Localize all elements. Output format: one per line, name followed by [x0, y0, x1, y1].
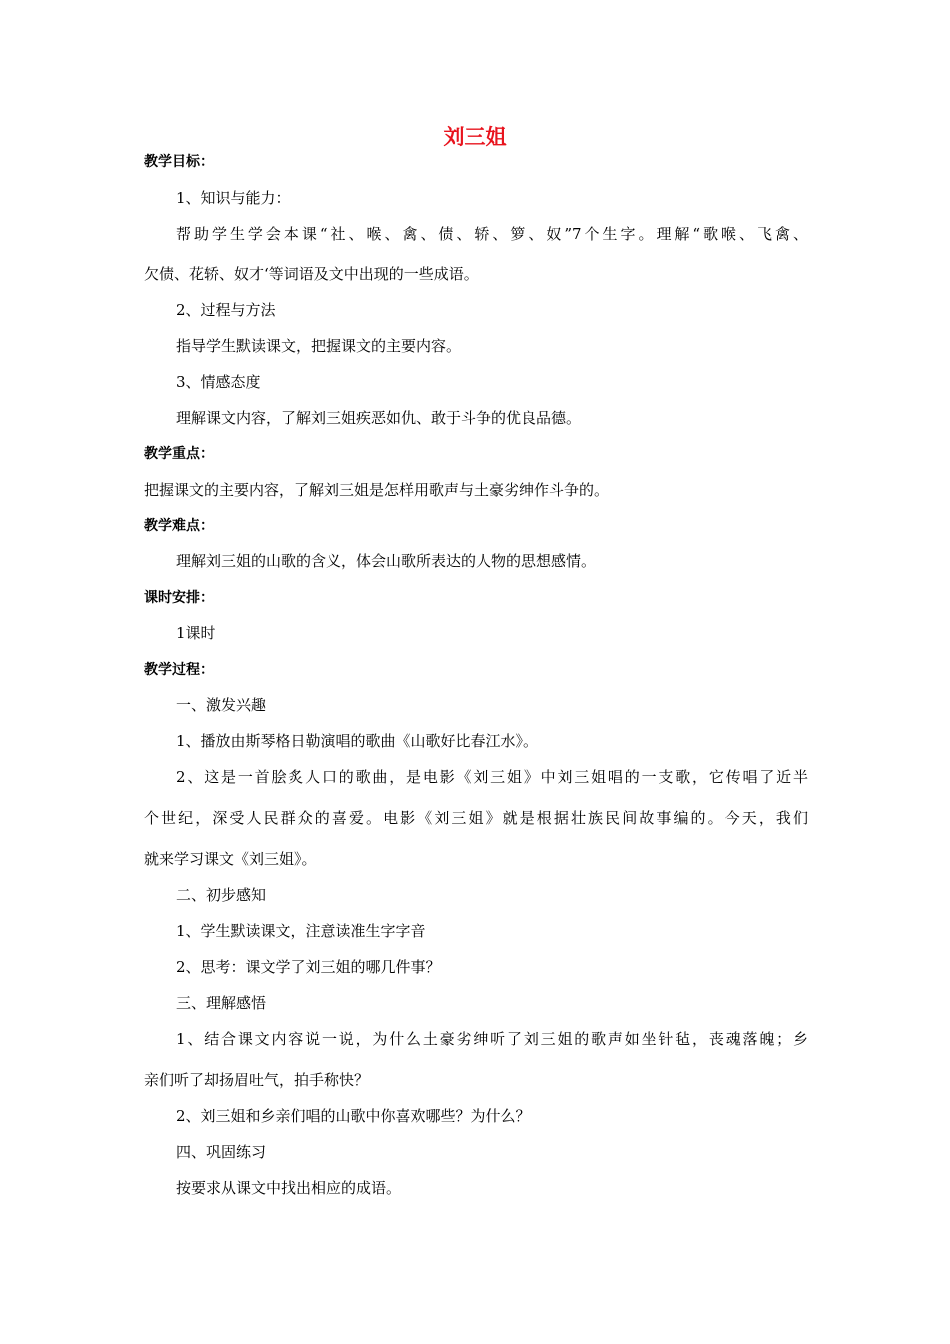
heading-key-points: 教学重点： — [144, 446, 214, 462]
heading-schedule: 课时安排： — [144, 590, 214, 606]
process-section-3-title: 三、理解感悟 — [176, 994, 267, 1012]
process-1-item-2-line-1: 2、这是一首脍炙人口的歌曲，是电影《刘三姐》中刘三姐唱的一支歌，它传唱了近半 — [176, 768, 808, 786]
heading-difficult-points: 教学难点： — [144, 518, 214, 534]
goal-2-text: 指导学生默读课文，把握课文的主要内容。 — [176, 337, 462, 355]
document-title: 刘三姐 — [443, 125, 507, 149]
process-1-item-1: 1、播放由斯琴格日勒演唱的歌曲《山歌好比春江水》。 — [176, 732, 539, 750]
goal-1-text-line-2: 欠债、花轿、奴才‘等词语及文中出现的一些成语。 — [144, 265, 479, 283]
goal-2-title: 2、过程与方法 — [176, 301, 276, 319]
goal-1-text-line-1: 帮助学生学会本课“社、喉、禽、债、轿、箩、奴”7个生字。理解“歌喉、飞禽、 — [176, 225, 808, 243]
difficult-points-text: 理解刘三姐的山歌的含义，体会山歌所表达的人物的思想感情。 — [176, 552, 597, 570]
process-3-item-2: 2、刘三姐和乡亲们唱的山歌中你喜欢哪些？为什么？ — [176, 1107, 531, 1125]
process-4-text: 按要求从课文中找出相应的成语。 — [176, 1179, 402, 1197]
key-points-text: 把握课文的主要内容，了解刘三姐是怎样用歌声与土豪劣绅作斗争的。 — [144, 481, 610, 499]
heading-process: 教学过程： — [144, 662, 214, 678]
process-1-item-2-line-3: 就来学习课文《刘三姐》。 — [144, 850, 317, 868]
process-3-item-1-line-1: 1、结合课文内容说一说，为什么土豪劣绅听了刘三姐的歌声如坐针毡，丧魂落魄；乡 — [176, 1030, 808, 1048]
process-1-item-2-line-2: 个世纪，深受人民群众的喜爱。电影《刘三姐》就是根据壮族民间故事编的。今天，我们 — [144, 809, 808, 827]
heading-teaching-goals: 教学目标： — [144, 154, 214, 170]
goal-3-text: 理解课文内容，了解刘三姐疾恶如仇、敢于斗争的优良品德。 — [176, 409, 582, 427]
process-2-item-1: 1、学生默读课文，注意读准生字字音 — [176, 922, 426, 940]
goal-3-title: 3、情感态度 — [176, 373, 261, 391]
process-section-1-title: 一、激发兴趣 — [176, 696, 267, 714]
process-2-item-2: 2、思考：课文学了刘三姐的哪几件事？ — [176, 958, 441, 976]
process-section-4-title: 四、巩固练习 — [176, 1143, 267, 1161]
process-3-item-1-line-2: 亲们听了却扬眉吐气，拍手称快？ — [144, 1071, 370, 1089]
goal-1-title: 1、知识与能力： — [176, 189, 291, 207]
schedule-text: 1课时 — [176, 624, 216, 642]
process-section-2-title: 二、初步感知 — [176, 886, 267, 904]
